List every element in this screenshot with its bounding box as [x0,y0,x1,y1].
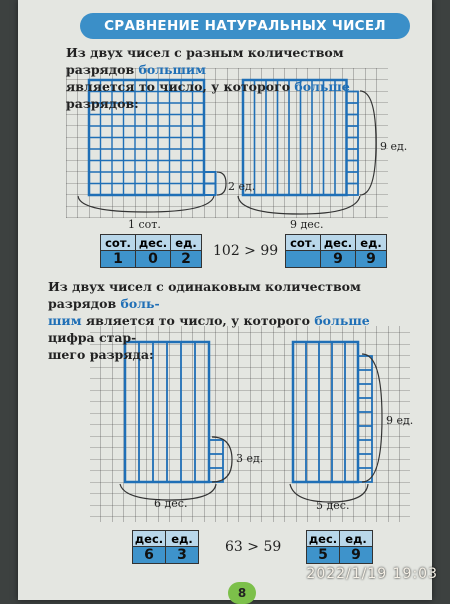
value-tens: 5 [307,547,340,564]
header-tens: дес. [136,235,171,251]
header-units: ед. [166,531,199,547]
rule1-text-3: разрядов: [66,96,139,111]
label-9-units-b: 9 ед. [386,414,414,427]
header-units: ед. [356,235,387,251]
rule2-text-2: является то число, у которого [81,313,315,328]
rule2-highlight-bigger-a: боль- [120,296,160,311]
place-value-table-63 [132,530,199,564]
header-tens: дес. [307,531,340,547]
rule-same-digit-count [48,278,410,363]
label-2-units: 2 ед. [228,180,256,193]
value-tens: 0 [136,251,171,268]
label-3-units: 3 ед. [236,452,264,465]
place-value-table-99 [285,234,387,268]
rule-different-digit-count [66,44,406,112]
value-units: 9 [356,251,387,268]
value-hundreds [286,251,321,268]
value-hundreds: 1 [101,251,136,268]
rule2-text-4: шего разряда: [48,347,154,362]
rule1-text-2: является то число, у которого [66,79,295,94]
value-units: 9 [340,547,373,564]
label-5-tens: 5 дес. [316,499,350,512]
rule1-highlight-more: больше [294,79,350,94]
label-1-hundred: 1 сот. [128,218,161,231]
page-number-badge: 8 [228,582,256,604]
comparison-102-99: 102 > 99 [213,243,279,259]
rule2-highlight-more: больше [314,313,370,328]
rule2-text: Из двух чисел с одинаковым количеством разрядов [48,279,361,311]
label-6-tens: 6 дес. [154,497,188,510]
header-tens: дес. [133,531,166,547]
label-9-tens: 9 дес. [290,218,324,231]
rule1-highlight-bigger: большим [138,62,207,77]
rule1-text: Из двух чисел с разным количеством разрядов [66,45,344,77]
label-9-units: 9 ед. [380,140,408,153]
place-value-table-102 [100,234,202,268]
rule2-highlight-bigger-b: шим [48,313,82,328]
header-units: ед. [171,235,202,251]
header-hundreds: сот. [286,235,321,251]
rule2-text-3: цифра стар- [48,330,137,345]
photo-timestamp: 2022/1/19 19:03 [306,566,438,582]
value-tens: 6 [133,547,166,564]
header-tens: дес. [321,235,356,251]
header-units: ед. [340,531,373,547]
value-units: 3 [166,547,199,564]
section-title-banner: СРАВНЕНИЕ НАТУРАЛЬНЫХ ЧИСЕЛ [80,13,410,39]
header-hundreds: сот. [101,235,136,251]
value-units: 2 [171,251,202,268]
value-tens: 9 [321,251,356,268]
place-value-table-59 [306,530,373,564]
comparison-63-59: 63 > 59 [225,539,282,555]
